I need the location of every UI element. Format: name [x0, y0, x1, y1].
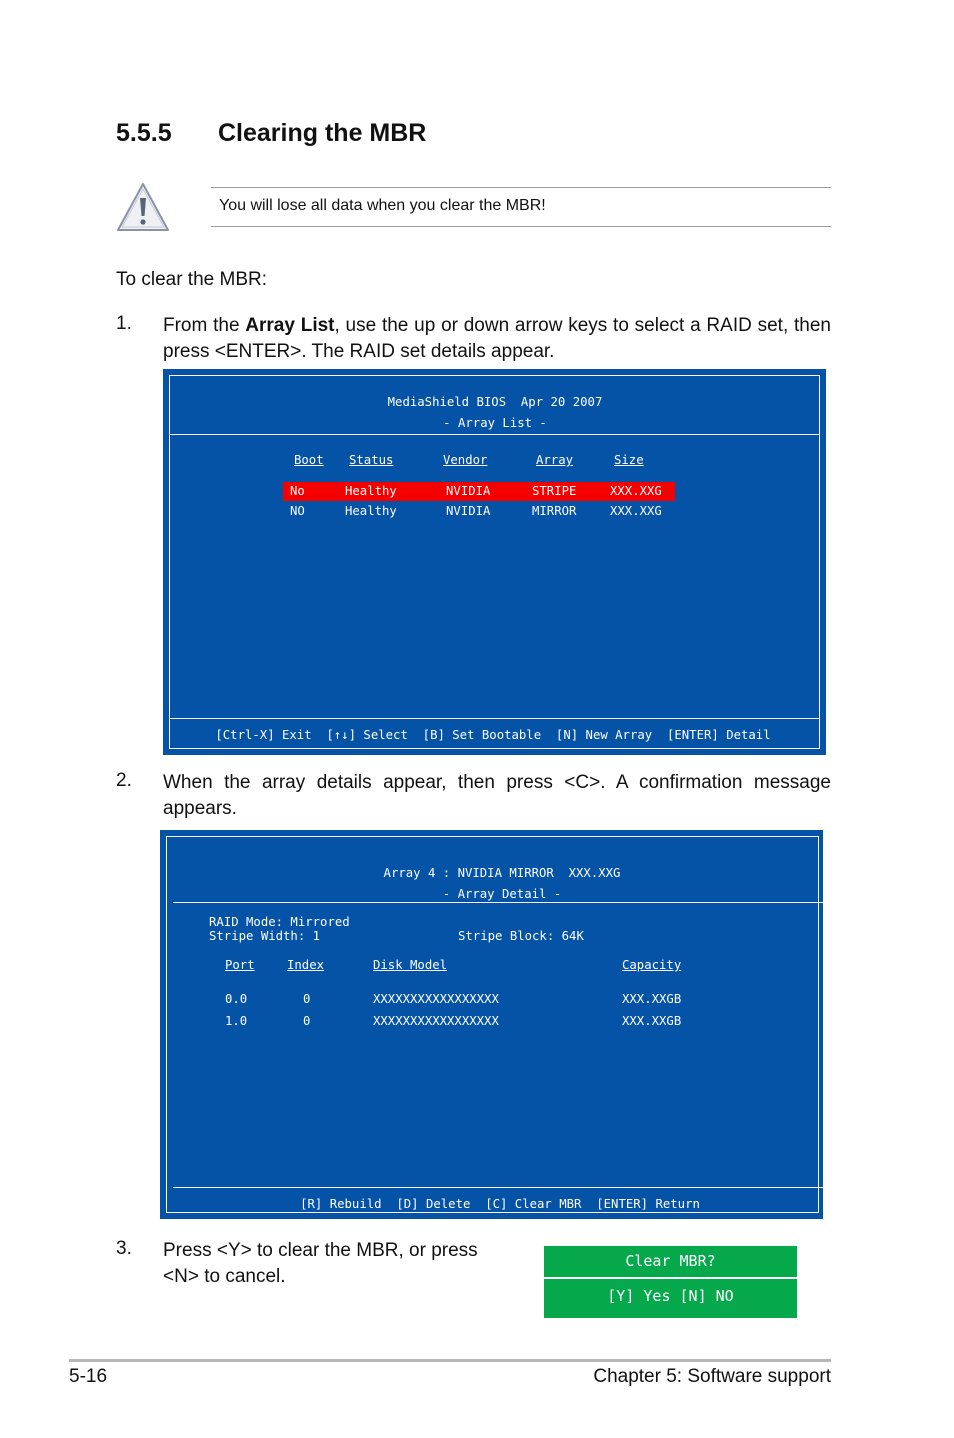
cell-vendor: NVIDIA: [446, 484, 491, 498]
column-header-capacity: Capacity: [622, 958, 682, 972]
step-3-text: Press <Y> to clear the MBR, or press <N> to cancel.: [163, 1240, 478, 1287]
step-2-number: 2.: [116, 770, 132, 791]
intro-text: To clear the MBR:: [116, 269, 267, 290]
cell-size: XXX.XXG: [610, 484, 662, 498]
raid-mode-label: RAID Mode: Mirrored: [209, 915, 350, 929]
cell-boot: NO: [290, 504, 305, 518]
screen-title: Array 4 : NVIDIA MIRROR XXX.XXG: [383, 866, 621, 880]
cell-index: 0: [303, 1014, 311, 1028]
step-3-number: 3.: [116, 1238, 132, 1259]
cell-array: STRIPE: [532, 484, 577, 498]
caution-bottom-rule: [211, 226, 831, 227]
column-header-boot: Boot: [294, 453, 324, 467]
cell-size: XXX.XXG: [610, 504, 662, 518]
column-header-disk-model: Disk Model: [373, 958, 448, 972]
cell-status: Healthy: [345, 504, 397, 518]
cell-boot: No: [290, 484, 305, 498]
column-header-vendor: Vendor: [443, 453, 488, 467]
step-1-text: From the Array List, use the up or down arrow keys to select a RAID set, then press <ENTER>. The RAID set details appear.: [163, 315, 831, 362]
caution-top-rule: [211, 187, 831, 188]
clear-mbr-options[interactable]: [Y] Yes [N] NO: [544, 1279, 797, 1318]
footer-rule: [69, 1359, 831, 1362]
section-number: 5.5.5: [116, 119, 172, 147]
caution-text: You will lose all data when you clear the MBR!: [219, 197, 546, 214]
stripe-block-label: Stripe Block: 64K: [458, 929, 584, 943]
screen-frame: [169, 375, 820, 749]
step-1-number: 1.: [116, 313, 132, 334]
chapter-title: Chapter 5: Software support: [593, 1366, 831, 1387]
column-header-port: Port: [225, 958, 255, 972]
footer-divider: [173, 1187, 823, 1188]
cell-capacity: XXX.XXGB: [622, 1014, 682, 1028]
cell-status: Healthy: [345, 484, 397, 498]
cell-capacity: XXX.XXGB: [622, 992, 682, 1006]
key-help-footer: [Ctrl-X] Exit [↑↓] Select [B] Set Bootable [N] New Array [ENTER] Detail: [215, 728, 771, 742]
cell-disk-model: XXXXXXXXXXXXXXXXX: [373, 1014, 499, 1028]
column-header-array: Array: [536, 453, 574, 467]
screen-subtitle: - Array List -: [443, 416, 547, 430]
clear-mbr-prompt: Clear MBR?: [544, 1246, 797, 1277]
cell-index: 0: [303, 992, 311, 1006]
cell-port: 0.0: [225, 992, 248, 1006]
cell-array: MIRROR: [532, 504, 577, 518]
warning-triangle-icon: [115, 181, 171, 233]
header-divider: [169, 434, 820, 435]
cell-vendor: NVIDIA: [446, 504, 491, 518]
column-header-size: Size: [614, 453, 644, 467]
header-divider: [173, 902, 823, 903]
bios-array-detail-screen: [160, 830, 823, 1219]
column-header-index: Index: [287, 958, 325, 972]
screen-title: MediaShield BIOS Apr 20 2007: [387, 395, 603, 409]
key-help-footer: [R] Rebuild [D] Delete [C] Clear MBR [ENTER] Return: [300, 1197, 700, 1211]
stripe-width-label: Stripe Width: 1: [209, 929, 321, 943]
bios-array-list-screen: [163, 369, 826, 755]
cell-disk-model: XXXXXXXXXXXXXXXXX: [373, 992, 499, 1006]
column-header-status: Status: [349, 453, 394, 467]
screen-subtitle: - Array Detail -: [442, 887, 562, 901]
section-title: Clearing the MBR: [218, 119, 427, 147]
page-number: 5-16: [69, 1366, 108, 1387]
footer-divider: [169, 718, 820, 719]
cell-port: 1.0: [225, 1014, 248, 1028]
step-2-text: When the array details appear, then press <C>. A confirmation message appears.: [163, 772, 831, 819]
